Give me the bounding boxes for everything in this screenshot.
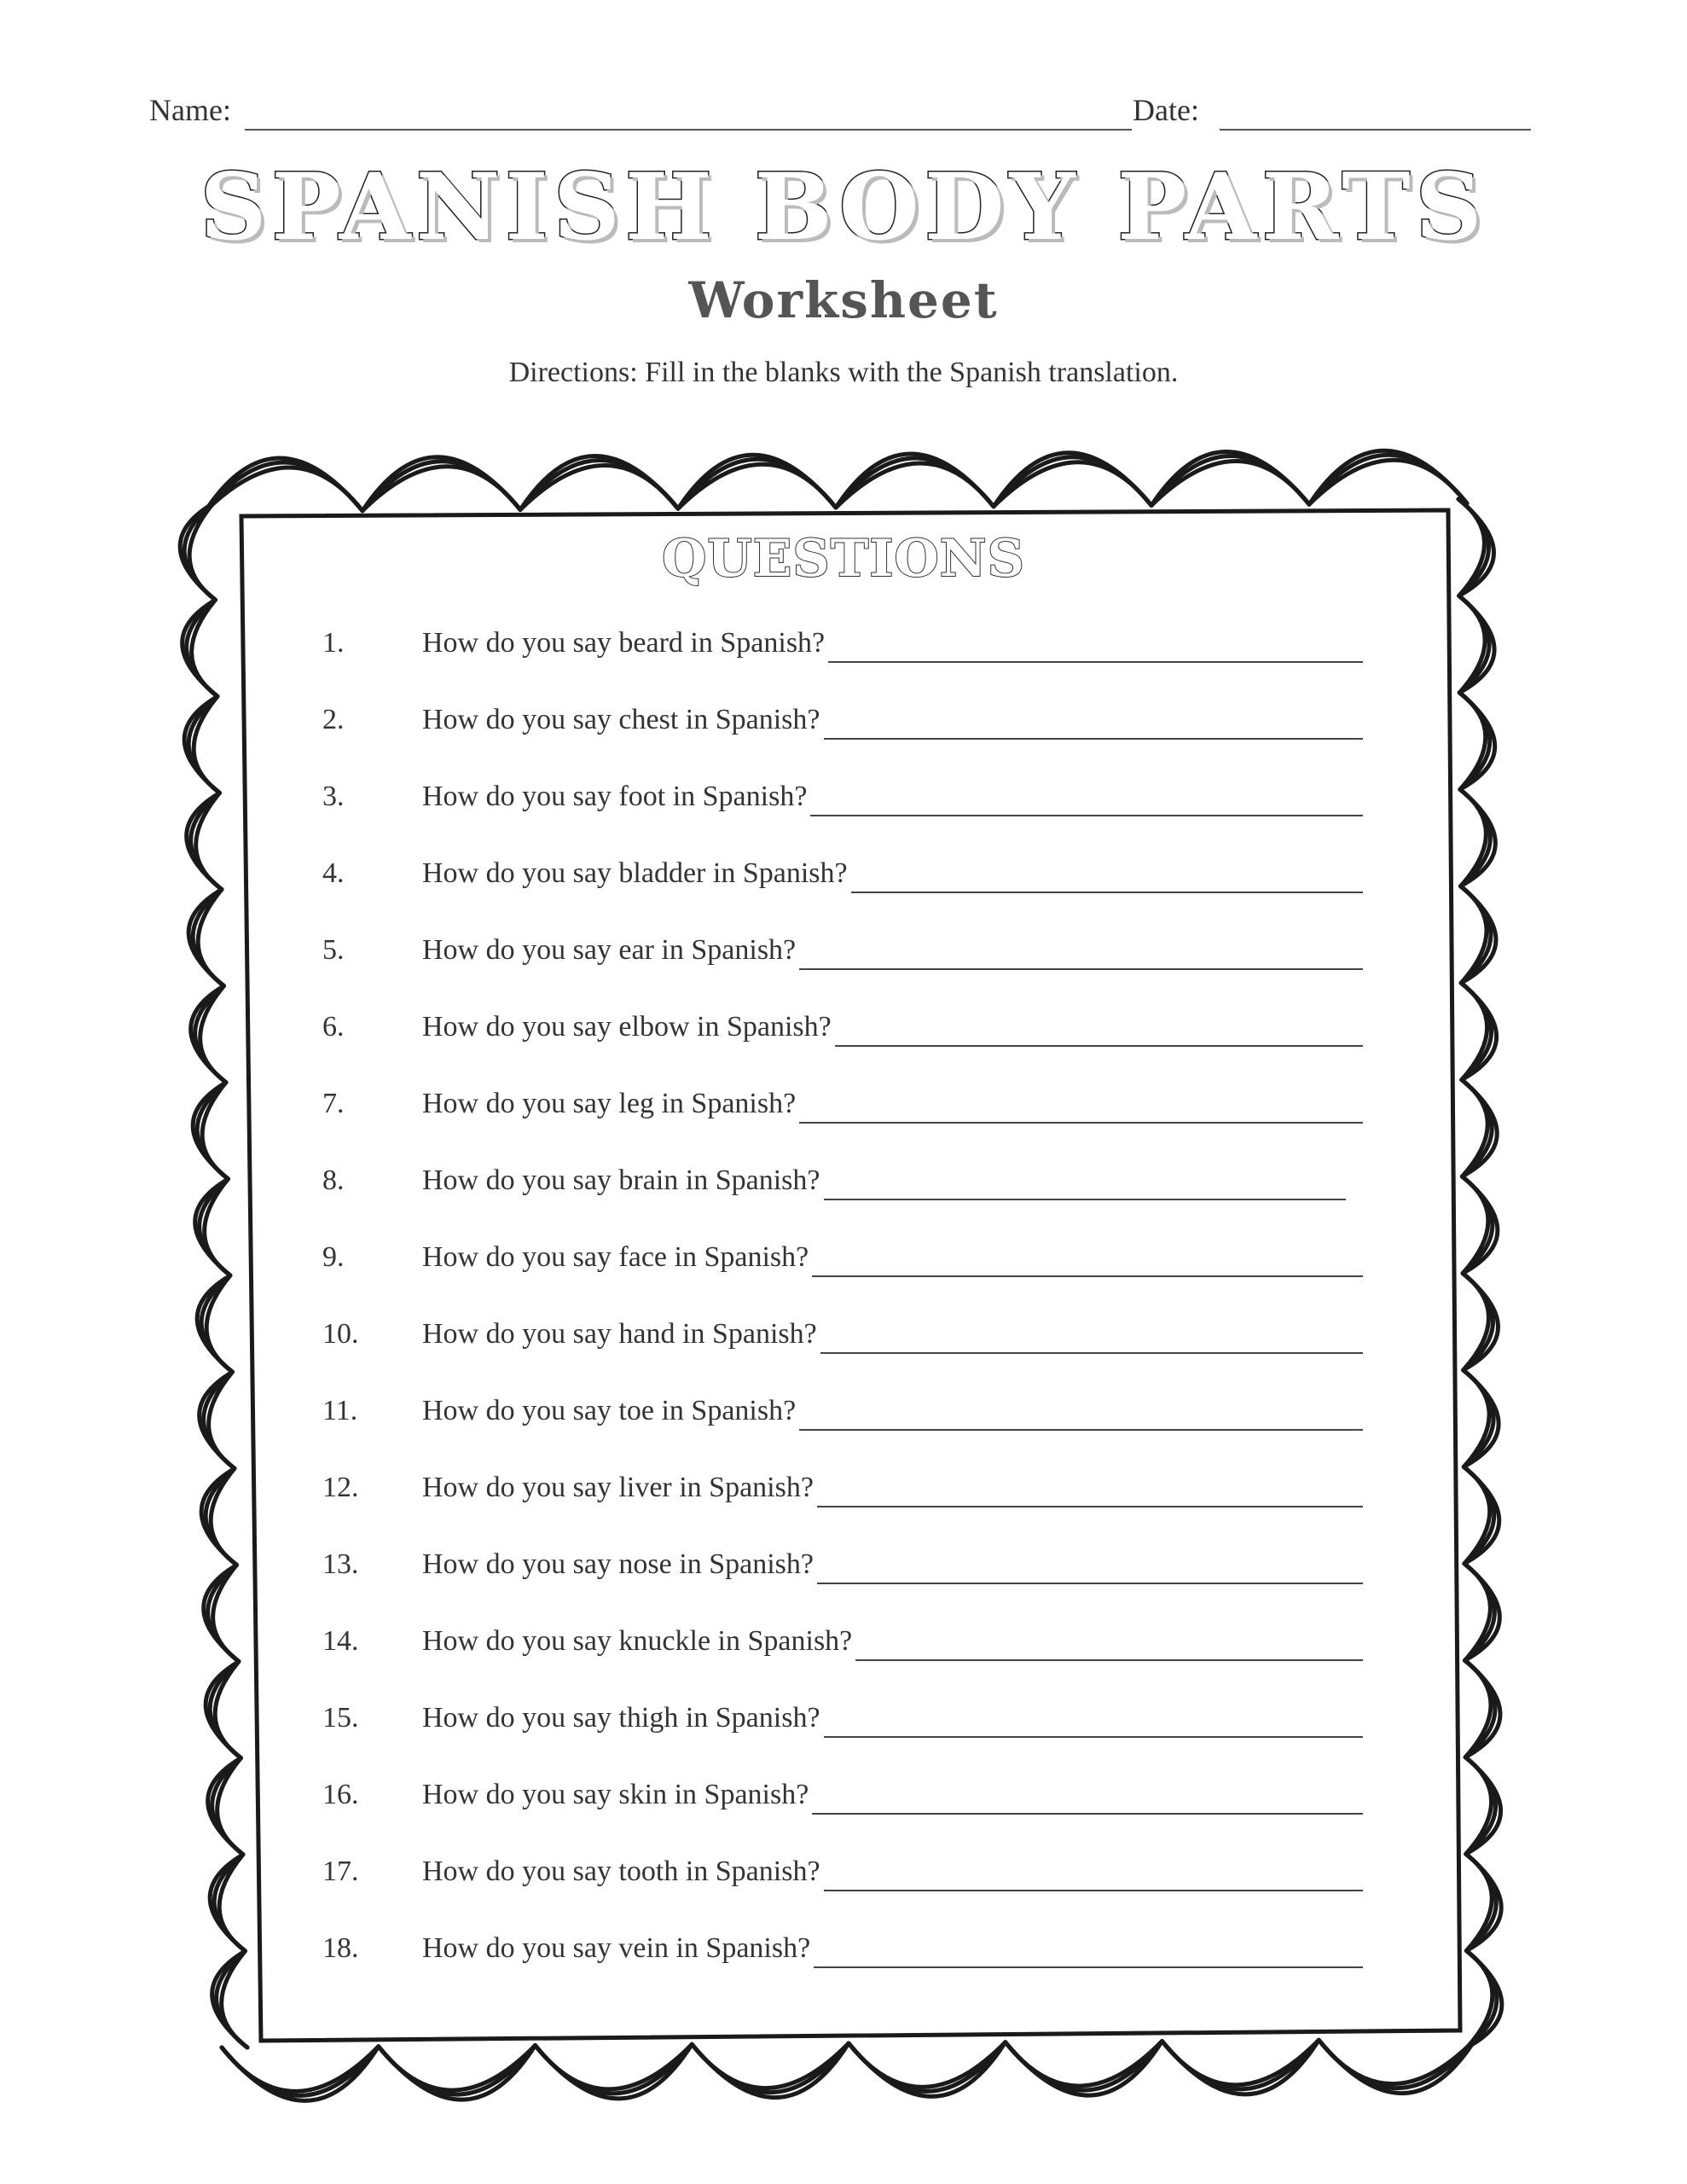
answer-blank[interactable] [799,1122,1363,1124]
question-text: How do you say face in Spanish? [422,1241,809,1273]
question-row [0,704,1687,755]
question-number: 14. [322,1625,359,1657]
question-text: How do you say chest in Spanish? [422,704,820,735]
answer-blank[interactable] [812,1275,1363,1277]
question-text: How do you say elbow in Spanish? [422,1011,832,1043]
question-text: How do you say bladder in Spanish? [422,857,848,889]
question-text: How do you say thigh in Spanish? [422,1702,820,1734]
answer-blank[interactable] [824,1736,1363,1738]
question-number: 3. [322,781,345,812]
answer-blank[interactable] [799,1429,1363,1431]
question-number: 9. [322,1241,345,1273]
answer-blank[interactable] [851,892,1363,893]
question-text: How do you say knuckle in Spanish? [422,1625,853,1657]
question-text: How do you say foot in Spanish? [422,781,808,812]
question-row [0,1011,1687,1062]
question-text: How do you say liver in Spanish? [422,1472,814,1503]
questions-heading: QUESTIONS [662,529,1025,589]
question-text: How do you say brain in Spanish? [422,1165,820,1196]
question-row [0,1395,1687,1446]
answer-blank[interactable] [824,1199,1346,1200]
question-text: How do you say vein in Spanish? [422,1932,811,1964]
question-number: 10. [322,1318,359,1350]
answer-blank[interactable] [814,1966,1363,1968]
answer-blank[interactable] [824,1890,1363,1891]
directions-text: Directions: Fill in the blanks with the Spanish translation. [508,357,1179,388]
question-row [0,1779,1687,1830]
question-number: 15. [322,1702,359,1734]
answer-blank[interactable] [835,1045,1363,1047]
question-number: 11. [322,1395,358,1426]
answer-blank[interactable] [817,1583,1363,1584]
question-row [0,857,1687,909]
question-row [0,1856,1687,1907]
question-row [0,1241,1687,1292]
question-text: How do you say ear in Spanish? [422,934,797,966]
question-number: 4. [322,857,345,889]
question-number: 1. [322,627,345,659]
question-text: How do you say toe in Spanish? [422,1395,797,1426]
question-row [0,1702,1687,1753]
answer-blank[interactable] [820,1352,1363,1354]
question-number: 7. [322,1088,345,1119]
answer-blank[interactable] [828,661,1363,663]
question-text: How do you say hand in Spanish? [422,1318,817,1350]
question-number: 18. [322,1932,359,1964]
answer-blank[interactable] [824,738,1363,740]
date-label: Date: [1133,93,1199,127]
question-row [0,1472,1687,1523]
answer-blank[interactable] [799,968,1363,970]
question-number: 12. [322,1472,359,1503]
answer-blank[interactable] [817,1506,1363,1507]
question-text: How do you say nose in Spanish? [422,1548,814,1580]
question-number: 16. [322,1779,359,1810]
question-number: 6. [322,1011,345,1043]
question-row [0,1548,1687,1600]
question-text: How do you say leg in Spanish? [422,1088,797,1119]
question-number: 13. [322,1548,359,1580]
question-number: 5. [322,934,345,966]
question-row [0,781,1687,832]
page-subtitle: Worksheet [688,271,999,329]
question-row [0,1088,1687,1139]
answer-blank[interactable] [810,815,1363,816]
question-text: How do you say tooth in Spanish? [422,1856,820,1887]
question-row [0,1318,1687,1369]
question-row [0,1932,1687,1984]
question-row [0,1625,1687,1676]
question-row [0,627,1687,678]
question-number: 2. [322,704,345,735]
question-number: 17. [322,1856,359,1887]
question-text: How do you say skin in Spanish? [422,1779,809,1810]
answer-blank[interactable] [812,1813,1363,1815]
answer-blank[interactable] [855,1659,1363,1661]
question-row [0,1165,1687,1216]
question-text: How do you say beard in Spanish? [422,627,826,659]
page-title: SPANISH BODY PARTS [200,154,1487,261]
name-label: Name: [149,93,231,127]
question-number: 8. [322,1165,345,1196]
question-row [0,934,1687,985]
